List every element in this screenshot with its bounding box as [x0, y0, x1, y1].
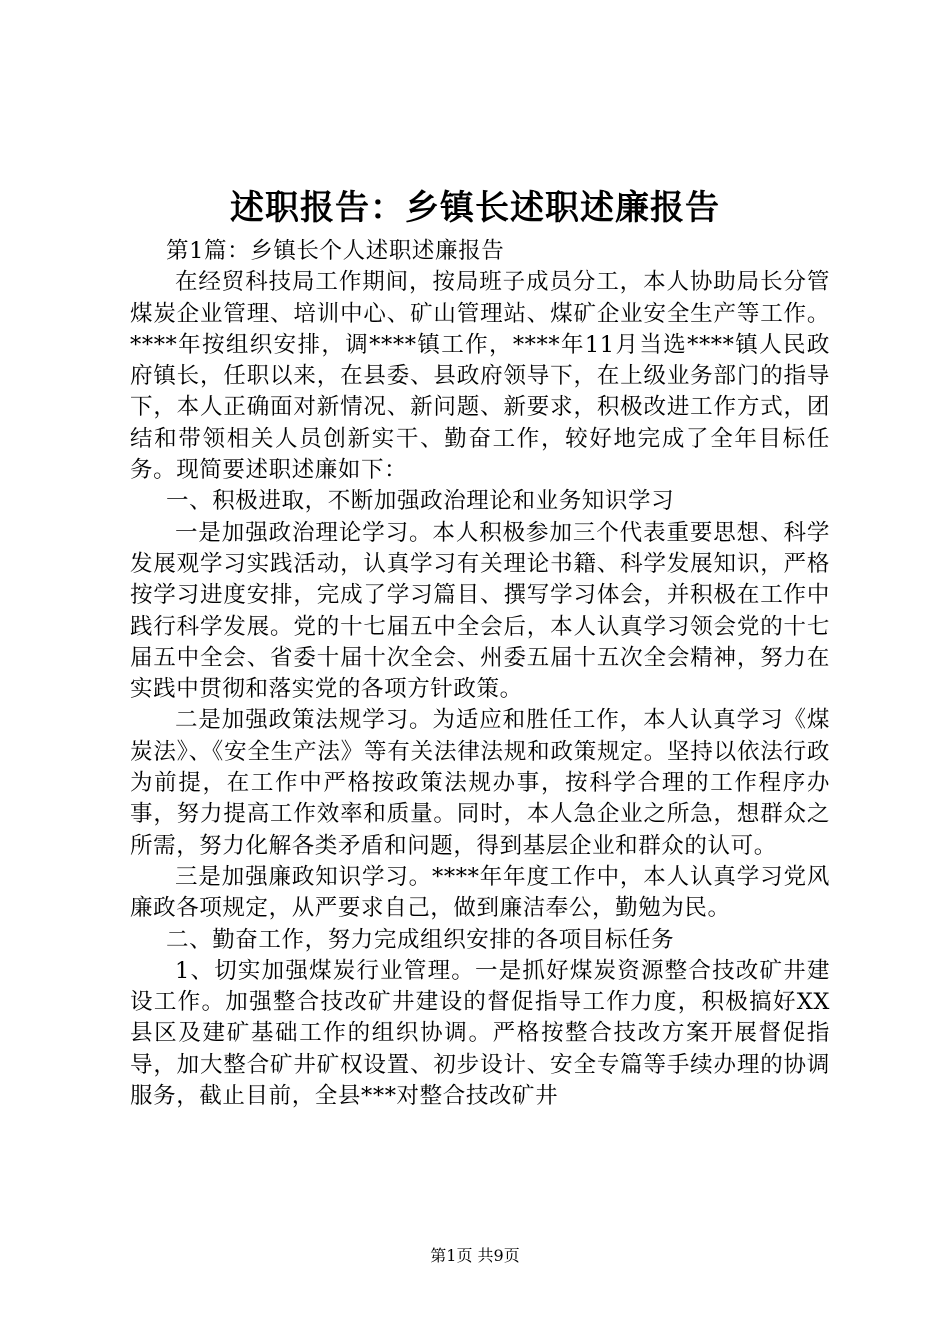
section-heading-1: 一、积极进取，不断加强政治理论和业务知识学习	[166, 488, 675, 515]
document-title: 述职报告：乡镇长述职述廉报告	[230, 188, 720, 228]
paragraph-political-theory: 一是加强政治理论学习。本人积极参加三个代表重要思想、科学发展观学习实践活动，认真学习有关理论书籍、科学发展知识，严格按学习进度安排，完成了学习篇目、撰写学习体会，并积极在工作中践行科学发展。党的十七届五中全会后，本人认真学习领会党的十七届五中全会、省委十届十次全会、州委五届十五次全会精神，努力在实践中贯彻和落实党的各项方针政策。	[130, 519, 830, 703]
paragraph-coal-management: 1、切实加强煤炭行业管理。一是抓好煤炭资源整合技改矿井建设工作。加强整合技改矿井建设的督促指导工作力度，积极搞好XX县区及建矿基础工作的组织协调。严格按整合技改方案开展督促指导，加大整合矿井矿权设置、初步设计、安全专篇等手续办理的协调服务，截止目前，全县***对整合技改矿井	[130, 957, 830, 1110]
section-heading-2: 二、勤奋工作，努力完成组织安排的各项目标任务	[166, 926, 675, 953]
section-heading-part-1: 第1篇：乡镇长个人述职述廉报告	[166, 238, 505, 264]
page-footer: 第1页 共9页	[430, 1246, 520, 1265]
paragraph-intro: 在经贸科技局工作期间，按局班子成员分工，本人协助局长分管煤炭企业管理、培训中心、矿山管理站、煤矿企业安全生产等工作。****年按组织安排，调****镇工作，****年11月当选****镇人民政府镇长，任职以来，在县委、县政府领导下，在上级业务部门的指导下，本人正确面对新情况、新问题、新要求，积极改进工作方式，团结和带领相关人员创新实干、勤奋工作，较好地完成了全年目标任务。现简要述职述廉如下：	[130, 269, 830, 484]
document-body	[130, 236, 830, 1112]
paragraph-integrity-study: 三是加强廉政知识学习。****年年度工作中，本人认真学习党风廉政各项规定，从严要求自己，做到廉洁奉公，勤勉为民。	[130, 863, 830, 922]
paragraph-policy-regulations: 二是加强政策法规学习。为适应和胜任工作，本人认真学习《煤炭法》、《安全生产法》等有关法律法规和政策规定。坚持以依法行政为前提，在工作中严格按政策法规办事，按科学合理的工作程序办事，努力提高工作效率和质量。同时，本人急企业之所急，想群众之所需，努力化解各类矛盾和问题，得到基层企业和群众的认可。	[130, 707, 830, 859]
